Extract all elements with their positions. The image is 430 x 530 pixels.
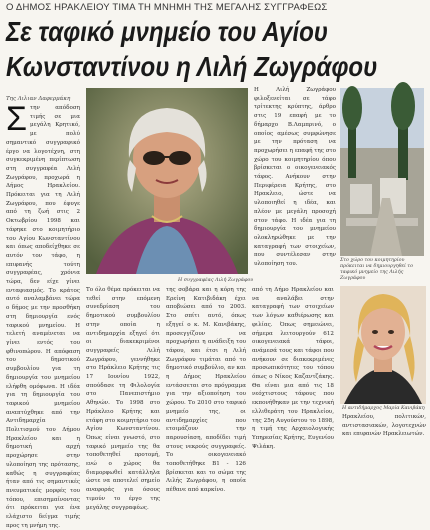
article-column-5 [342,413,426,438]
portrait-image [86,88,248,274]
portrait-caption: Η συγγραφέας Λιλή Ζωγράφου [178,278,254,283]
councillor-photo [340,286,426,404]
article-kicker: Ο ΔΗΜΟΣ ΗΡΑΚΛΕΙΟΥ ΤΙΜΑ ΤΗ ΜΝΗΜΗ ΤΗΣ ΜΕΓΑΛΗΣ ΣΥΓΓΡΑΦΕΩΣ [6,2,328,13]
article-column-3 [166,286,246,494]
cemetery-photo [340,88,424,256]
column-3-text: της σοβάρα και η κόρη της Ερείνη Κατιβιδάκη έχει αποβιώσει από το 2003. Στο σπίτι αυτό, όπως εξηγεί ο κ. Μ. Κανιβάκης, προσεγγίζουν να προχωρήσει η ανάδειξη του τάφου, και έτσι η Λιλή Ζωγράφου τιμάται από το δημοτικό συμβούλιο, αν και η Δήμος Ηρακλείου εντάσσεται στο πρόγραμμα για την αξιοποίηση του χώρου. Το 2010 στο ταφικό μνημείο της, οι αντιδημαρχίες που ετοιμάζουν την παρουσίαση, αποδίδει τιμή στους νεκρούς συγγραφείς. Το οικογενειακό τοποθετήθηκε Β1 - 126 βρίσκεται και το σώμα της Λιλής Ζωγράφου, η οποία πέθανε από καρκίνο. [166,287,246,494]
column-2-upper-text: Η Λιλή Ζωγράφου φιλοξενείται σε τάφο τρίτεκτης κρύπτης, άρθρο στις 19 επαφή με το δήμαρχο Β.Λαμπρινό, ο οποίος αμέσως συμφώνησε με την πρόταση να προχωρήσει η επαφή της στο χώρο του κοιμητηρίου όπου βρίσκεται ο οικογενειακός τάφος. Ανήκουν στην Περιφέρεια Κρήτης, στο Ηρακλειο, ώστε να υλοποιηθεί η ιδέα, και πλέον με μεγάλη προσοχή στον τάφο. Η ιδέα για τη δημιουργία του μνημείου ολοκληρώθηκε με την καταγραφή των στοιχείων, που συντέλεσαν στην υλοποίηση του. [254,87,336,268]
author-portrait-photo [86,88,248,274]
cemetery-image [340,88,424,256]
drop-cap: Σ [6,100,28,138]
headline-line-1: Σε ταφικό μνημείο του Αγίου [6,16,329,47]
article-headline [6,14,378,84]
column-5-text: Ηρακλείου, πολιτικών, αντιστασιακών, λογοτεχνών και επιφανών Ηρακλειωτών. [342,414,426,438]
column-4-text: από τη Δήμο Ηρακλείου και να αναλάβει στην καταγραφή των στοιχείων των λόγων καθιέρωσης και φιλίας. Όπως σημειώνει, σήμερα λειτουργούν 612 οικογενειακά τάφοι, ανάμεσά τους και τάφοι που ανήκουν σε διακεκριμένες προσωπικότητες του τόπου όπως ο Νίκος Καζαντζάκης. Θα είναι μια από τις 18 νεόχτιστους τάφους που εκπονήθηκαν με την τεχνική ελλιθεράτη του Ηρακλείου, της 25η Αυγούστου το 1898, η τιμή της Αρχαιολογικής Υπηρεσίας Κρήτης, Ευγενίου Ψιλάκη. [252,287,334,450]
column-1-text: την απόδοση τιμής σε μια μεγάλη Κρητικό, με πολύ σημαντικό συγγραφικό έργο να λογοτέχνη, στη συγκεκριμένη περίπτωση στη συγγραφέα Λιλή Ζωγράφου, προχωρά η Δήμος Ηρακλείου. Πρόκειται για τη Λιλή Ζωγράφου, που έφυγε από τη ζωή στις 2 Οκτωβρίου 1998 και τάφηκε στο κοιμητήριο του Αγίου Κωνσταντίνου και όπως αποδείχθηκε σε αυτόν τον τάφο, η επιφανής τούτη συγγραφέας, χρόνια τώρα, δεν είχε γίνει ενταφιασμός. Το κράτος αυτό αναλαμβάνει τώρα ο δήμος με την προσθήκη στη δημιουργία ενός ταφικού μνημείου. Η τελετή αναμένεται να γίνει εντός του φθινοπώρου. Η απόφαση του δημοτικού συμβουλίου για τη δημιουργία του μνημείου ελήφθη ομόφωνα. Η ιδέα για τη δημιουργία του ταφικού μνημείου αναπτύχθηκε από την Αντιδημαρχία Πολιτισμού του Δήμου Ηρακλείου και η δημοτική αρχή προχώρησε στην υλοποίηση της πρότασης, καθώς η συγγραφέας ήταν από τις σημαντικές πνευματικές μορφές του τόπου, επισημαίνοντας ότι πρόκειται για ένα ελάχιστο δείγμα τιμής προς τη μνήμη της. [6,105,80,529]
column-2-text: Το όλο θέμα πρόκειται να τεθεί στην επόμενη συνεδρίαση του δημοτικού συμβουλίου στην οποία η αντιδημαρχία εξηγεί ότι οι διακεκριμένοι συγγραφείς Λιλή Ζωγράφου, γεννήθηκε στο Ηράκλειο Κρήτης τις 17 Ιουνίου 1922, σπούδασε τη Φιλολογία στο Πανεπιστήμιο Αθηνών. Το 1998 στο Ηράκλειο Κρήτης και ετάφη στο κοιμητήριο του Αγίου Κωνσταντίνου. Όπως είναι γνωστό, στο ταφικό μνημείο της θα τοποθετηθεί προτομή, ενώ ο χώρος θα διαμορφωθεί κατάλληλα ώστε να αποτελεί σημείο αναφοράς για όσους τιμούν το έργο της μεγάλης συγγραφέως. [86,287,160,511]
article-column-2 [86,286,160,511]
councillor-caption: Η αντιδήμαρχος Μαρία Κανιβάκη [342,406,425,411]
headline-line-2: Κωνσταντίνου η Λιλή Ζωγράφου [6,51,378,82]
article-byline: Της Λιλιαν Δαφερμάκη [6,96,71,102]
councillor-image [340,286,426,404]
article-column-1 [6,100,80,529]
article-column-4 [252,286,334,450]
cemetery-caption: Στο χώρο του κοιμητηρίου πρόκειται να δημιουργηθεί το ταφικό μνημείο της Λιλής Ζωγράφου [340,258,413,281]
article-column-2-upper [254,86,336,282]
